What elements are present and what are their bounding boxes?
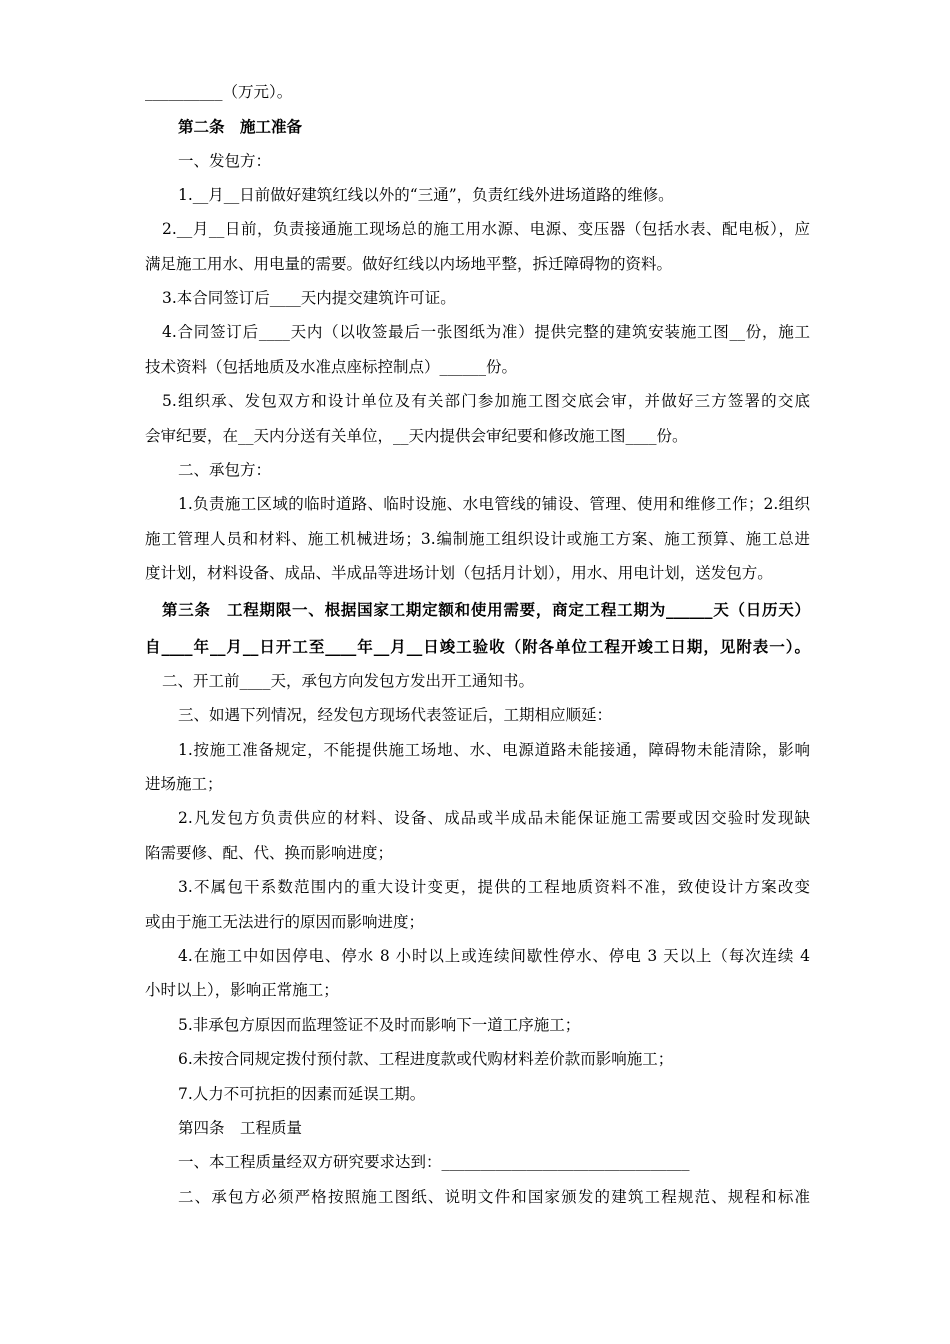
employer-item-1: 1.__月__日前做好建筑红线以外的“三通”，负责红线外进场道路的维修。	[178, 186, 674, 204]
delay-case-3-line-2: 或由于施工无法进行的原因而影响进度；	[145, 913, 425, 931]
contractor-duties-line-2: 施工管理人员和材料、施工机械进场；3.编制施工组织设计或施工方案、施工预算、施工总进	[145, 530, 810, 548]
employer-item-2-line-2: 满足施工用水、用电量的需要。做好红线以内场地平整，拆迁障碍物的资料。	[145, 255, 673, 273]
article-3-heading-line-1: 第三条 工程期限一、根据国家工期定额和使用需要，商定工程工期为______天（日历天）	[162, 600, 810, 619]
delay-case-7: 7.人力不可抗拒的因素而延误工期。	[178, 1085, 426, 1103]
employer-item-5-line-1: 5.组织承、发包双方和设计单位及有关部门参加施工图交底会审，并做好三方签署的交底	[162, 392, 810, 410]
quality-standards-line: 二、承包方必须严格按照施工图纸、说明文件和国家颁发的建筑工程规范、规程和标准	[178, 1188, 810, 1206]
employer-item-5-line-2: 会审纪要，在__天内分送有关单位，__天内提供会审纪要和修改施工图____份。	[145, 427, 688, 445]
delay-case-6: 6.未按合同规定拨付预付款、工程进度款或代购材料差价款而影响施工；	[178, 1050, 674, 1068]
section-contractor-heading: 二、承包方：	[178, 461, 272, 479]
employer-item-4-line-2: 技术资料（包括地质及水准点座标控制点）______份。	[145, 358, 518, 376]
delay-case-2-line-2: 陷需要修、配、代、换而影响进度；	[145, 844, 394, 862]
employer-item-4-line-1: 4.合同签订后____天内（以收签最后一张图纸为准）提供完整的建筑安装施工图__份，施工	[162, 323, 810, 341]
contractor-duties-line-3: 度计划，材料设备、成品、半成品等进场计划（包括月计划），用水、用电计划，送发包方。	[145, 564, 773, 582]
amount-blank-line: __________（万元）。	[145, 83, 293, 101]
employer-item-3: 3.本合同签订后____天内提交建筑许可证。	[162, 289, 456, 307]
delay-case-1-line-1: 1.按施工准备规定，不能提供施工场地、水、电源道路未能接通，障碍物未能清除，影响	[178, 741, 810, 759]
delay-case-1-line-2: 进场施工；	[145, 775, 223, 793]
delay-case-2-line-1: 2.凡发包方负责供应的材料、设备、成品或半成品未能保证施工需要或因交验时发现缺	[178, 809, 810, 827]
delay-case-4-line-1: 4.在施工中如因停电、停水 8 小时以上或连续间歇性停水、停电 3 天以上（每次连续 4	[178, 947, 810, 965]
article-3-heading-line-2: 自____年__月__日开工至____年__月__日竣工验收（附各单位工程开竣工日期，见附表一）。	[145, 637, 810, 656]
contractor-duties-line-1: 1.负责施工区域的临时道路、临时设施、水电管线的铺设、管理、使用和维修工作；2.组织	[178, 495, 810, 513]
quality-requirement-line: 一、本工程质量经双方研究要求达到：________________________________	[178, 1153, 690, 1171]
article-4-heading: 第四条 工程质量	[178, 1119, 303, 1137]
delay-case-5: 5.非承包方原因而监理签证不及时而影响下一道工序施工；	[178, 1016, 581, 1034]
section-employer-heading: 一、发包方：	[178, 152, 272, 170]
article-3-item-3: 三、如遇下列情况，经发包方现场代表签证后，工期相应顺延：	[178, 706, 613, 724]
delay-case-4-line-2: 小时以上），影响正常施工；	[145, 981, 339, 999]
employer-item-2-line-1: 2.__月__日前，负责接通施工现场总的施工用水源、电源、变压器（包括水表、配电板），应	[162, 220, 810, 238]
delay-case-3-line-1: 3.不属包干系数范围内的重大设计变更，提供的工程地质资料不准，致使设计方案改变	[178, 878, 810, 896]
article-2-heading: 第二条 施工准备	[178, 117, 303, 136]
article-3-item-2: 二、开工前____天，承包方向发包方发出开工通知书。	[162, 672, 535, 690]
